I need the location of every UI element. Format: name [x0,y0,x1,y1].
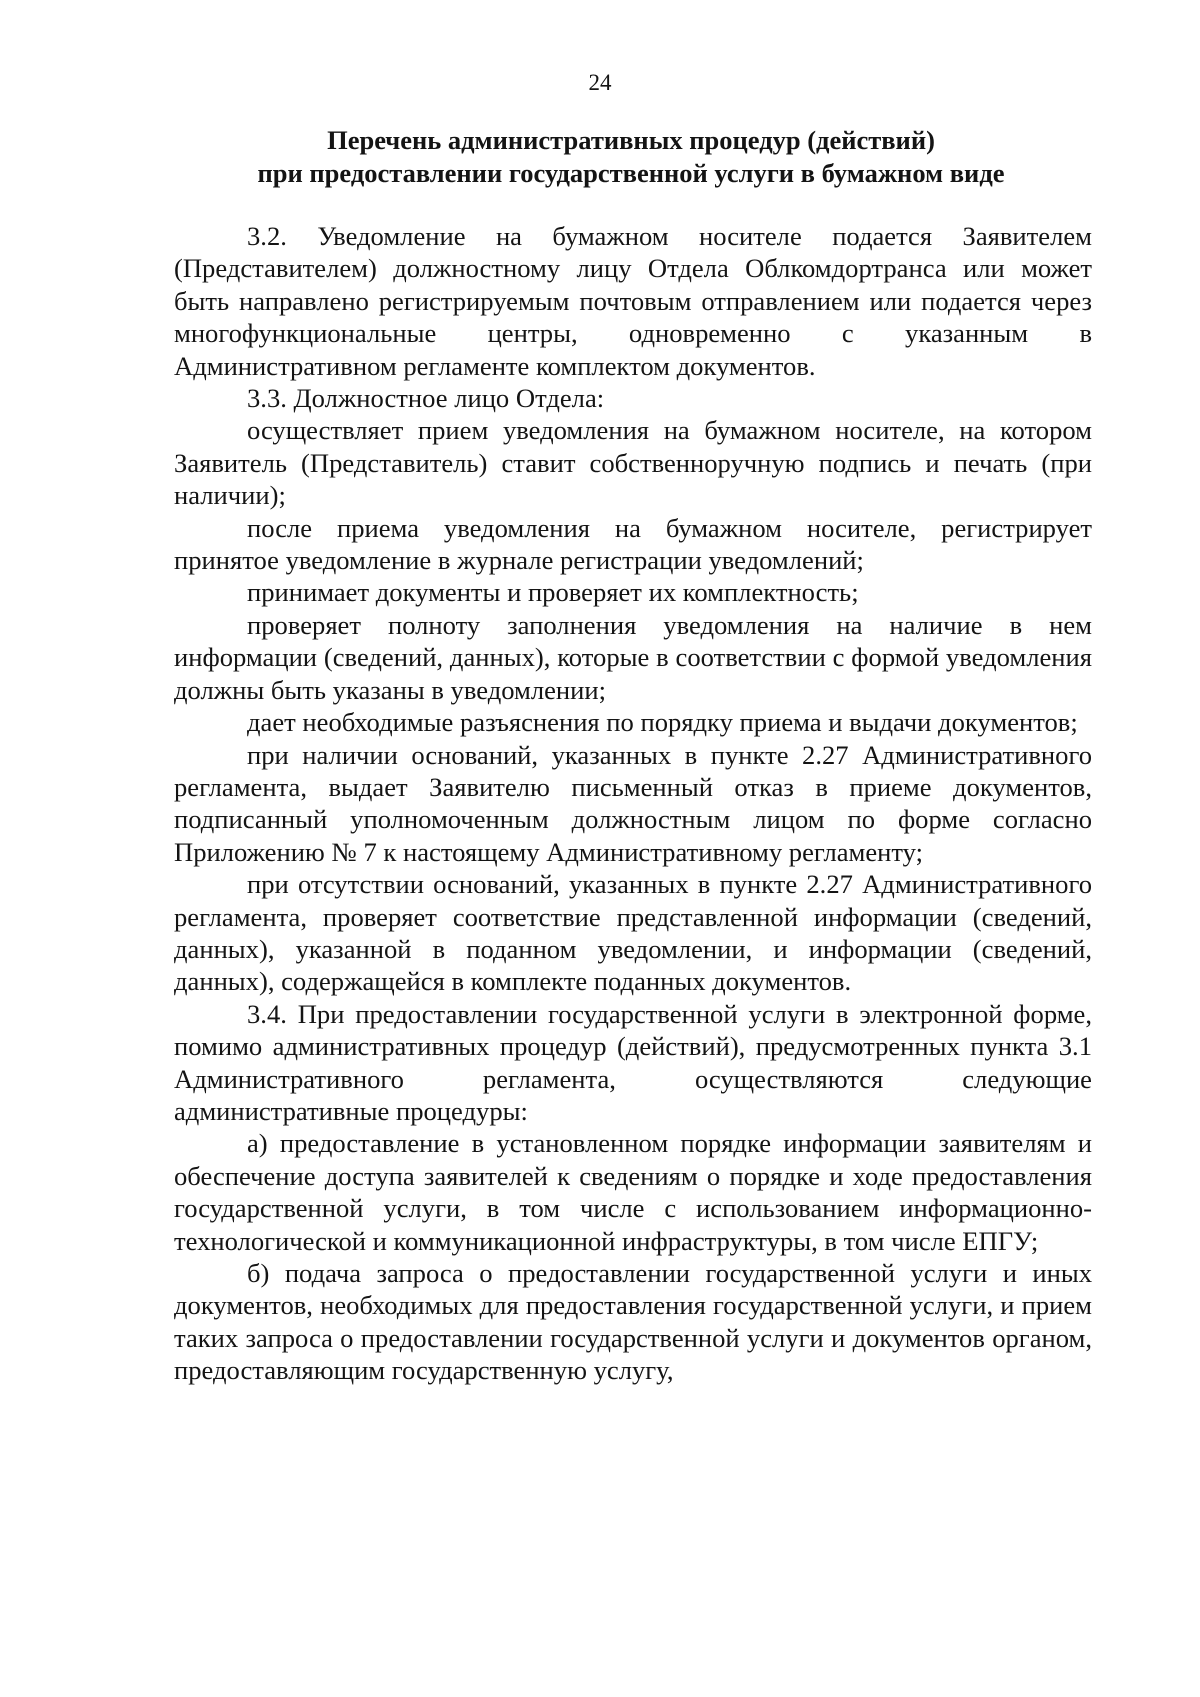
body-text [174,220,1092,1387]
heading-line-2: при предоставлении государственной услуги в бумажном виде [257,158,1005,188]
paragraph-no-refusal-grounds: при отсутствии оснований, указанных в пункте 2.27 Административного регламента, проверяет соответствие представленной информации (сведений, данных), указанной в поданном уведомлении, и информации (сведений, данных), содержащейся в комплекте поданных документов. [174,869,1092,997]
paragraph-3-2: 3.2. Уведомление на бумажном носителе подается Заявителем (Представителем) должностному лицу Отдела Облкомдортранса или может быть направлено регистрируемым почтовым отправлением или подается через многофункциональные центры, одновременно с указанным в Административном регламенте комплектом документов. [174,221,1092,381]
paragraph-item-b: б) подача запроса о предоставлении государственной услуги и иных документов, необходимых для предоставления государственной услуги, и прием таких запроса о предоставлении государственной услуги и документов органом, предоставляющим государственную услугу, [174,1258,1092,1386]
paragraph-accepts-documents: принимает документы и проверяет их комплектность; [247,577,859,608]
paragraph-gives-explanations: дает необходимые разъяснения по порядку приема и выдачи документов; [247,707,1078,738]
paragraph-refusal-grounds: при наличии оснований, указанных в пункте 2.27 Административного регламента, выдает Заявителю письменный отказ в приеме документов, подписанный уполномоченным должностным лицом по форме согласно Приложению № 7 к настоящему Административному регламенту; [174,739,1092,867]
heading-line-1: Перечень административных процедур (действий) [327,125,935,155]
page-number: 24 [588,70,612,95]
paragraph-item-a: а) предоставление в установленном порядке информации заявителям и обеспечение доступа заявителей к сведениям о порядке и ходе предоставления государственной услуги, в том числе с использованием информационно-технологической и коммуникационной инфраструктуры, в том числе ЕПГУ; [174,1128,1092,1256]
paragraph-registers-notification: после приема уведомления на бумажном носителе, регистрирует принятое уведомление в журнале регистрации уведомлений; [174,512,1092,576]
section-heading [171,124,1091,190]
paragraph-accepts-notification: осуществляет прием уведомления на бумажном носителе, на котором Заявитель (Представитель) ставит собственноручную подпись и печать (при наличии); [174,415,1092,511]
paragraph-3-3: 3.3. Должностное лицо Отдела: [247,383,605,414]
paragraph-3-4: 3.4. При предоставлении государственной услуги в электронной форме, помимо административных процедур (действий), предусмотренных пункта 3.1 Административного регламента, осуществляются следующие административные процедуры: [174,998,1092,1126]
paragraph-checks-completeness: проверяет полноту заполнения уведомления на наличие в нем информации (сведений, данных), которые в соответствии с формой уведомления должны быть указаны в уведомлении; [174,609,1092,705]
